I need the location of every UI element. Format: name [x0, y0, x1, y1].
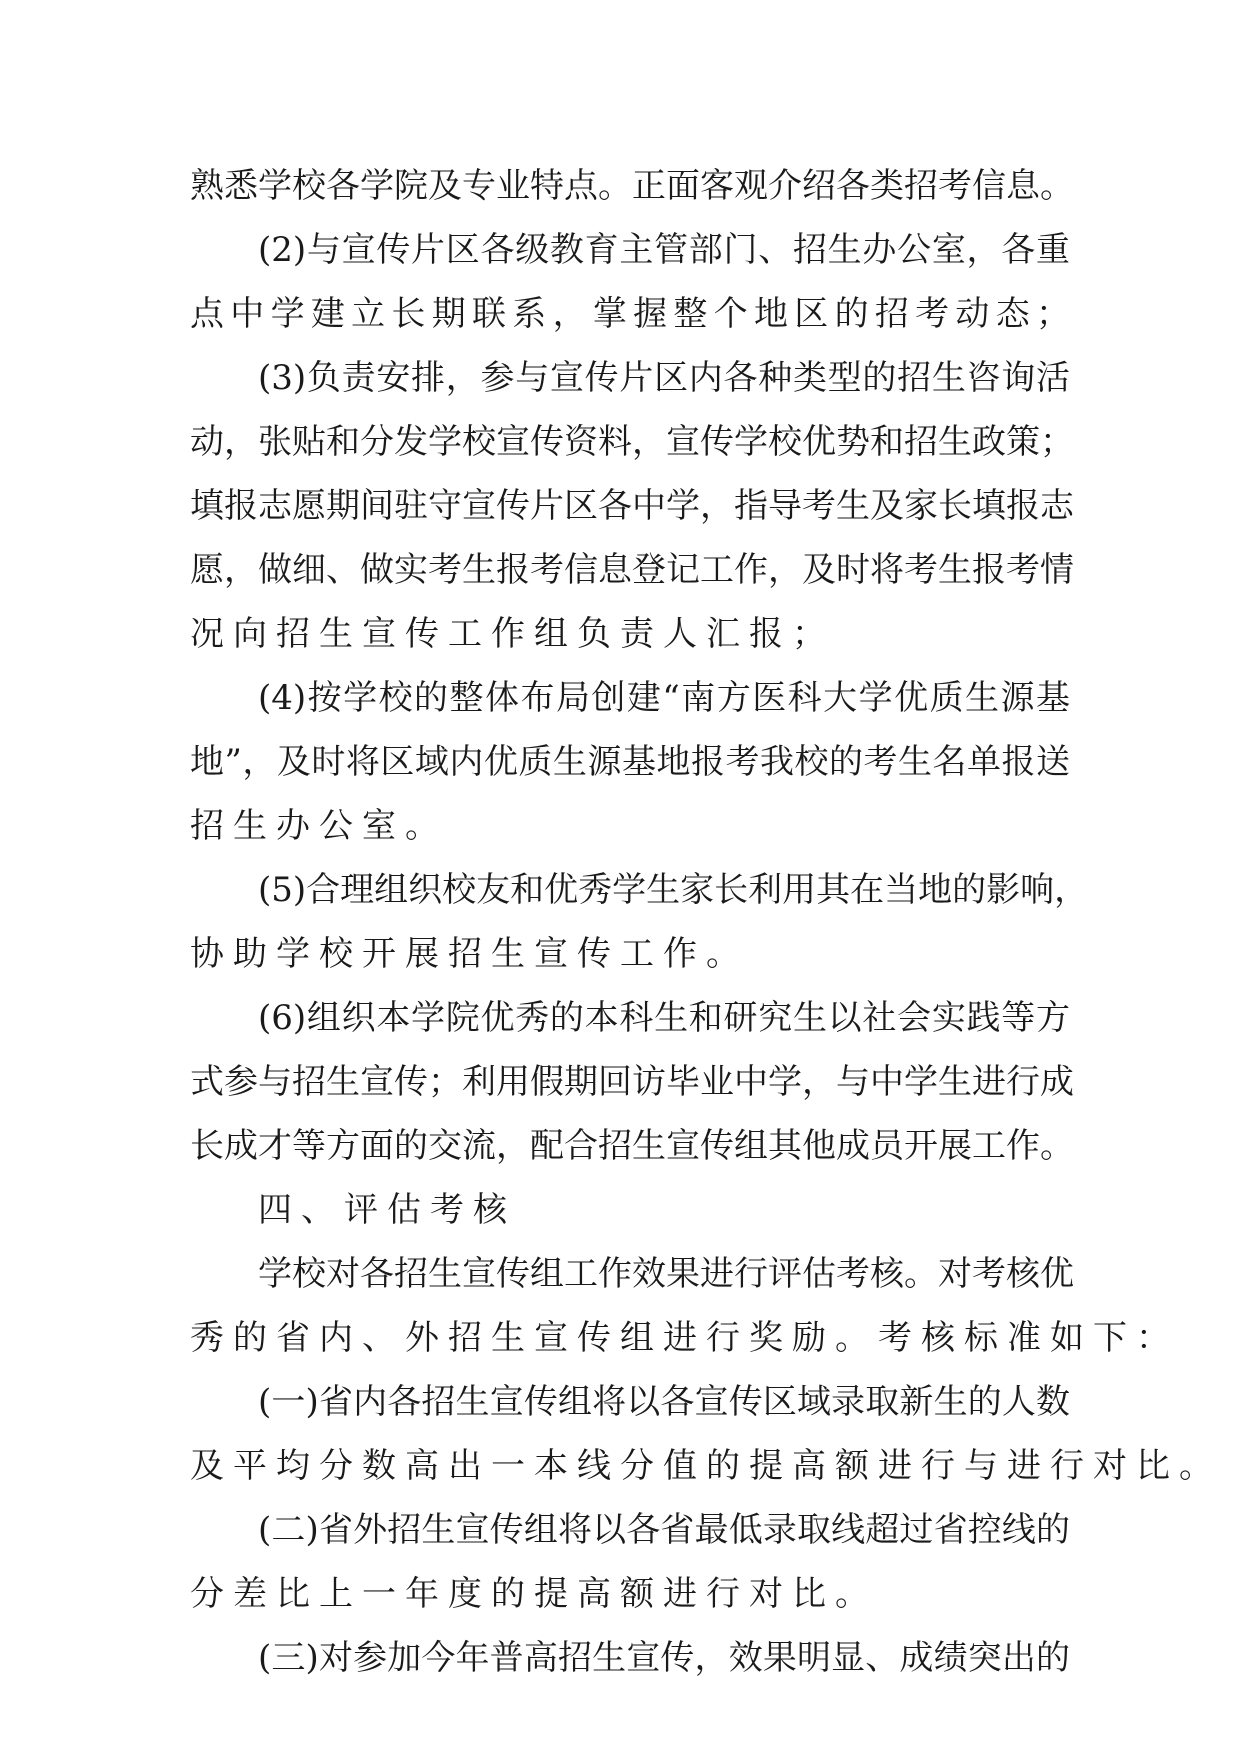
text-line: 式参与招生宣传；利用假期回访毕业中学，与中学生进行成 — [190, 1062, 1074, 1102]
section-heading: 四、评估考核 — [258, 1190, 516, 1230]
text-line: (一)省内各招生宣传组将以各宣传区域录取新生的人数 — [258, 1382, 1070, 1422]
text-line: (2)与宣传片区各级教育主管部门、招生办公室，各重 — [258, 230, 1070, 270]
text-line: (4)按学校的整体布局创建“南方医科大学优质生源基 — [258, 678, 1070, 718]
text-line: 愿，做细、做实考生报考信息登记工作，及时将考生报考情 — [190, 550, 1074, 590]
text-line: 填报志愿期间驻守宣传片区各中学，指导考生及家长填报志 — [190, 486, 1074, 526]
text-line: 秀的省内、外招生宣传组进行奖励。考核标准如下： — [190, 1318, 1179, 1358]
text-line: 熟悉学校各学院及专业特点。正面客观介绍各类招考信息。 — [190, 166, 1074, 206]
text-line: 况向招生宣传工作组负责人汇报； — [190, 614, 835, 654]
text-line: 地”，及时将区域内优质生源基地报考我校的考生名单报送 — [190, 742, 1070, 782]
text-line: 动，张贴和分发学校宣传资料，宣传学校优势和招生政策； — [190, 422, 1074, 462]
text-line: (6)组织本学院优秀的本科生和研究生以社会实践等方 — [258, 998, 1070, 1038]
text-line: (二)省外招生宣传组将以各省最低录取线超过省控线的 — [258, 1510, 1070, 1550]
text-line: (3)负责安排，参与宣传片区内各种类型的招生咨询活 — [258, 358, 1070, 398]
text-line: 学校对各招生宣传组工作效果进行评估考核。对考核优 — [258, 1254, 1074, 1294]
text-line: 分差比上一年度的提高额进行对比。 — [190, 1574, 878, 1614]
text-line: (三)对参加今年普高招生宣传，效果明显、成绩突出的 — [258, 1638, 1070, 1678]
text-line: 长成才等方面的交流，配合招生宣传组其他成员开展工作。 — [190, 1126, 1074, 1166]
text-line: 协助学校开展招生宣传工作。 — [190, 934, 749, 974]
text-line: 招生办公室。 — [190, 806, 448, 846]
text-line: 及平均分数高出一本线分值的提高额进行与进行对比。 — [190, 1446, 1222, 1486]
text-line: (5)合理组织校友和优秀学生家长利用其在当地的影响， — [258, 870, 1089, 910]
text-line: 点中学建立长期联系，掌握整个地区的招考动态； — [190, 294, 1070, 334]
